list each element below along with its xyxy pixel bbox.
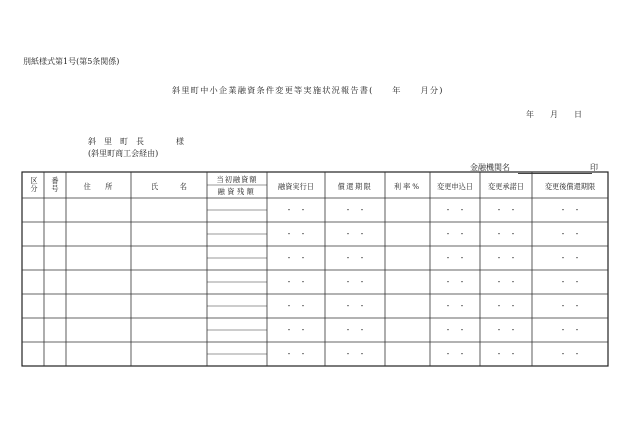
date-placeholder: ・ ・ [285,206,307,214]
date-placeholder: ・ ・ [344,278,366,286]
header-category: 区分 [30,176,38,194]
date-placeholder: ・ ・ [444,350,466,358]
date-placeholder: ・ ・ [559,326,581,334]
date-placeholder: ・ ・ [495,278,517,286]
date-placeholder: ・ ・ [444,302,466,310]
date-placeholder: ・ ・ [444,326,466,334]
header-approve-date: 変更承諾日 [488,182,524,191]
date-placeholder: ・ ・ [495,350,517,358]
date-placeholder: ・ ・ [559,278,581,286]
date-placeholder: ・ ・ [344,206,366,214]
header-address: 住 所 [83,182,113,191]
date-placeholder: ・ ・ [495,302,517,310]
date-placeholder: ・ ・ [285,278,307,286]
date-placeholder: ・ ・ [444,206,466,214]
date-placeholder: ・ ・ [285,326,307,334]
date-placeholder: ・ ・ [495,206,517,214]
date-placeholder: ・ ・ [444,254,466,262]
date-placeholder: ・ ・ [344,350,366,358]
date-placeholder: ・ ・ [285,230,307,238]
seal-mark: 印 [590,163,598,172]
via-note: (斜里町商工会経由) [88,149,159,158]
bank-name-label: 金融機関名 [470,163,510,172]
date-placeholder: ・ ・ [444,278,466,286]
date-placeholder: ・ ・ [495,230,517,238]
date-placeholder: ・ ・ [495,254,517,262]
header-exec-date: 融資実行日 [278,182,314,191]
header-new-term: 変更後償還期限 [544,182,596,191]
header-initial-amount: 当初融資額 [216,175,258,184]
date-placeholder: ・ ・ [559,254,581,262]
header-name: 氏 名 [151,182,187,191]
date-placeholder: ・ ・ [559,302,581,310]
date-placeholder: ・ ・ [285,350,307,358]
header-rate: 利率% [393,182,422,191]
date-placeholder: ・ ・ [344,326,366,334]
date-placeholder: ・ ・ [559,206,581,214]
header-number: 番号 [51,176,59,194]
header-repay-term: 償還期限 [337,182,373,191]
addressee: 斜 里 町 長 様 [88,137,184,146]
date-placeholder: ・ ・ [344,302,366,310]
header-balance: 融資残額 [217,187,257,196]
report-date-line: 年 月 日 [526,110,582,119]
form-reference: 別紙様式第1号(第5条関係) [23,57,120,66]
date-placeholder: ・ ・ [495,326,517,334]
date-placeholder: ・ ・ [344,230,366,238]
date-placeholder: ・ ・ [285,254,307,262]
date-placeholder: ・ ・ [559,350,581,358]
date-placeholder: ・ ・ [285,302,307,310]
table-border [22,172,608,366]
date-placeholder: ・ ・ [559,230,581,238]
date-placeholder: ・ ・ [344,254,366,262]
document-title: 斜里町中小企業融資条件変更等実施状況報告書( 年 月分) [172,85,444,95]
date-placeholder: ・ ・ [444,230,466,238]
header-apply-date: 変更申込日 [437,182,473,191]
